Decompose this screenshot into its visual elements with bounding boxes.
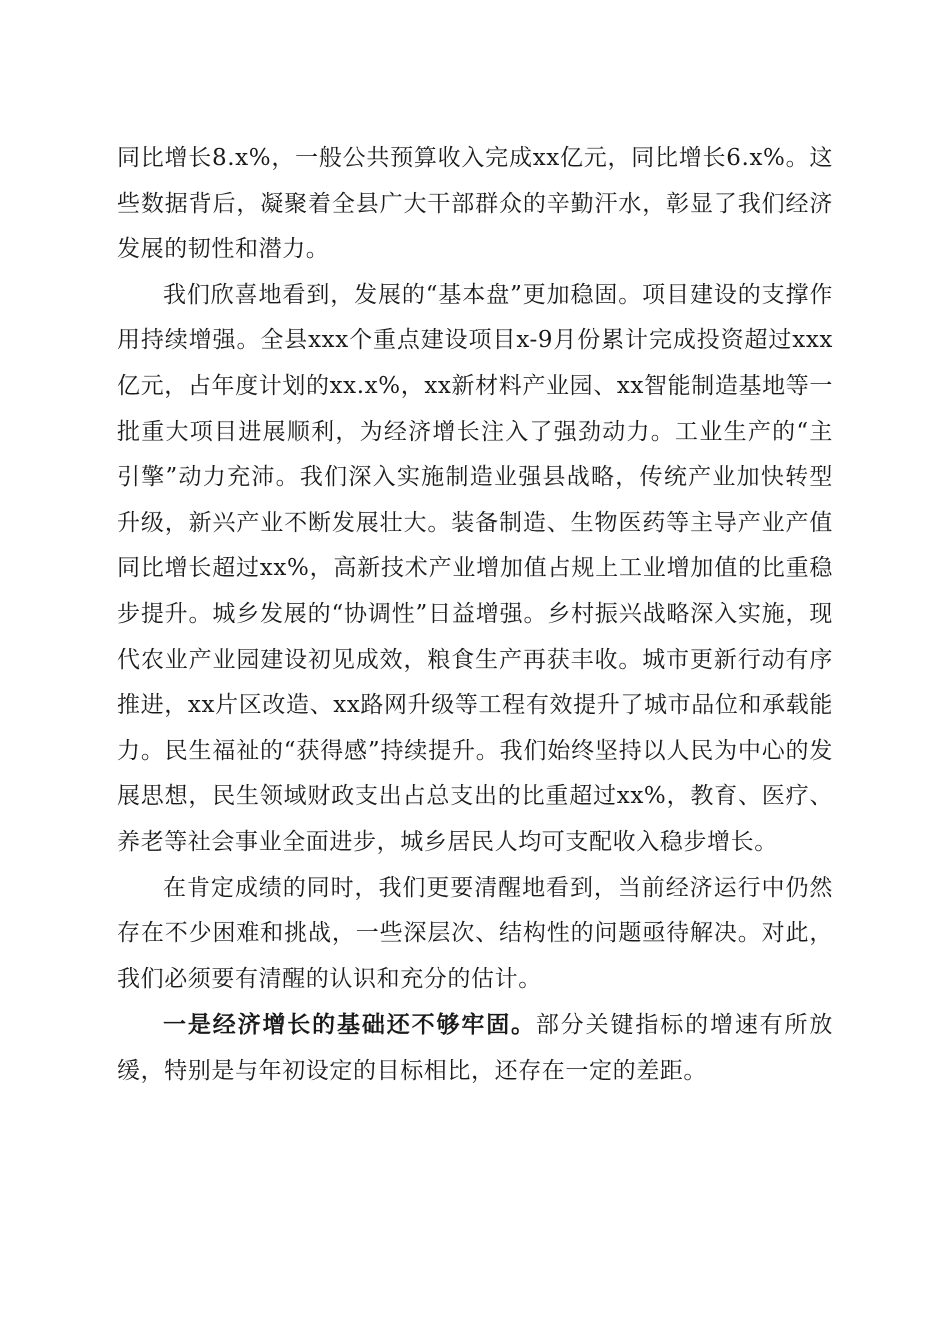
document-body [117,136,833,1094]
paragraph-continuation: 同比增长8.x%，一般公共预算收入完成xx亿元，同比增长6.x%。这些数据背后，凝聚着全县广大干部群众的辛勤汗水，彰显了我们经济发展的韧性和潜力。 [117,145,833,263]
point-one-text: 部分关键指标的增速有所放缓，特别是与年初设定的目标相比，还存在一定的差距。 [117,1012,833,1084]
paragraph-point-one [117,1002,833,1094]
paragraph-challenges-intro: 在肯定成绩的同时，我们更要清醒地看到，当前经济运行中仍然存在不少困难和挑战，一些深层次、结构性的问题亟待解决。对此，我们必须要有清醒的认识和充分的估计。 [117,874,833,992]
paragraph-achievements: 我们欣喜地看到，发展的“基本盘”更加稳固。项目建设的支撑作用持续增强。全县xxx个重点建设项目x-9月份累计完成投资超过xxx亿元，占年度计划的xx.x%，xx新材料产业园、xx智能制造基地等一批重大项目进展顺利，为经济增长注入了强劲动力。工业生产的“主引擎”动力充沛。我们深入实施制造业强县战略，传统产业加快转型升级，新兴产业不断发展壮大。装备制造、生物医药等主导产业产值同比增长超过xx%，高新技术产业增加值占规上工业增加值的比重稳步提升。城乡发展的“协调性”日益增强。乡村振兴战略深入实施，现代农业产业园建设初见成效，粮食生产再获丰收。城市更新行动有序推进，xx片区改造、xx路网升级等工程有效提升了城市品位和承载能力。民生福祉的“获得感”持续提升。我们始终坚持以人民为中心的发展思想，民生领域财政支出占总支出的比重超过xx%，教育、医疗、养老等社会事业全面进步，城乡居民人均可支配收入稳步增长。 [117,281,833,855]
point-one-heading: 一是经济增长的基础还不够牢固。 [163,1011,536,1039]
